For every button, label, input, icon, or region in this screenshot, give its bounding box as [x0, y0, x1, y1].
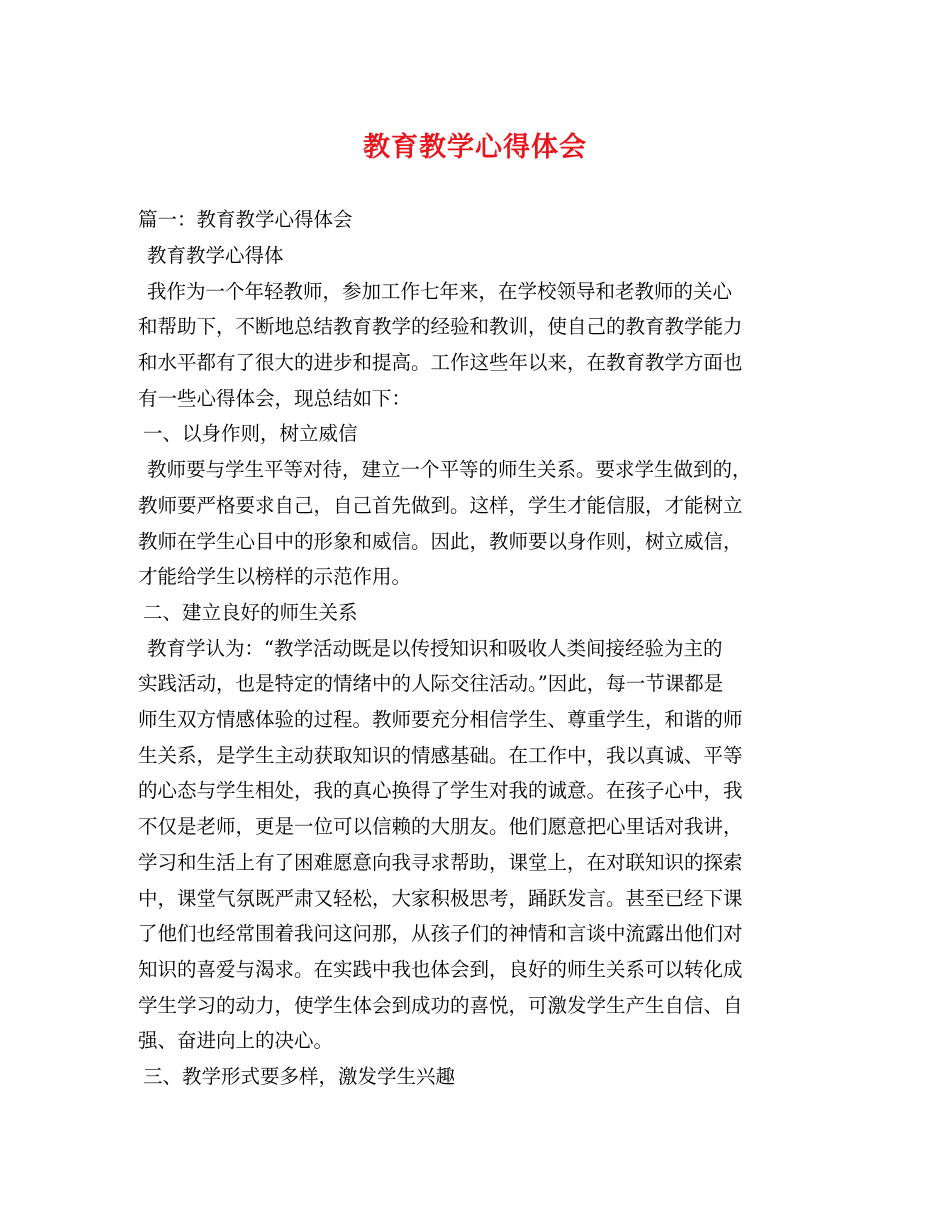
paragraph-line: 生关系，是学生主动获取知识的情感基础。在工作中，我以真诚、平等: [138, 744, 743, 767]
subtitle-line: 教育教学心得体: [147, 244, 284, 267]
paragraph-line: 了他们也经常围着我问这问那，从孩子们的神情和言谈中流露出他们对: [138, 922, 743, 945]
paragraph-line: 的心态与学生相处，我的真心换得了学生对我的诚意。在孩子心中，我: [138, 779, 743, 802]
paragraph-line: 实践活动，也是特定的情绪中的人际交往活动。”因此，每一节课都是: [138, 672, 724, 695]
subsection-heading: 一、以身作则，树立威信: [143, 422, 358, 445]
subsection-heading: 二、建立良好的师生关系: [143, 601, 358, 624]
paragraph-line: 教育学认为：“教学活动既是以传授知识和吸收人类间接经验为主的: [147, 637, 723, 660]
paragraph-line: 中，课堂气氛既严肃又轻松，大家积极思考，踊跃发言。甚至已经下课: [138, 887, 743, 910]
paragraph-line: 师生双方情感体验的过程。教师要充分相信学生、尊重学生，和谐的师: [138, 708, 743, 731]
paragraph-line: 教师要与学生平等对待，建立一个平等的师生关系。要求学生做到的，: [147, 458, 752, 481]
document-title: 教育教学心得体会: [363, 132, 587, 163]
paragraph-line: 教师在学生心目中的形象和威信。因此，教师要以身作则，树立威信，: [138, 530, 743, 553]
section-heading: 篇一：教育教学心得体会: [138, 208, 353, 231]
paragraph-line: 知识的喜爱与渴求。在实践中我也体会到，良好的师生关系可以转化成: [138, 958, 743, 981]
paragraph-line: 我作为一个年轻教师，参加工作七年来，在学校领导和老教师的关心: [147, 280, 733, 303]
paragraph-line: 学习和生活上有了困难愿意向我寻求帮助，课堂上，在对联知识的探索: [138, 851, 743, 874]
subsection-heading: 三、教学形式要多样，激发学生兴趣: [143, 1065, 456, 1088]
paragraph-line: 教师要严格要求自己，自己首先做到。这样，学生才能信服，才能树立: [138, 494, 743, 517]
paragraph-line: 有一些心得体会，现总结如下：: [138, 387, 412, 410]
paragraph-line: 和水平都有了很大的进步和提高。工作这些年以来，在教育教学方面也: [138, 351, 743, 374]
paragraph-line: 学生学习的动力，使学生体会到成功的喜悦，可激发学生产生自信、自: [138, 994, 743, 1017]
paragraph-line: 强、奋进向上的决心。: [138, 1029, 334, 1052]
paragraph-line: 才能给学生以榜样的示范作用。: [138, 565, 412, 588]
paragraph-line: 不仅是老师，更是一位可以信赖的大朋友。他们愿意把心里话对我讲，: [138, 815, 743, 838]
paragraph-line: 和帮助下，不断地总结教育教学的经验和教训，使自己的教育教学能力: [138, 315, 743, 338]
